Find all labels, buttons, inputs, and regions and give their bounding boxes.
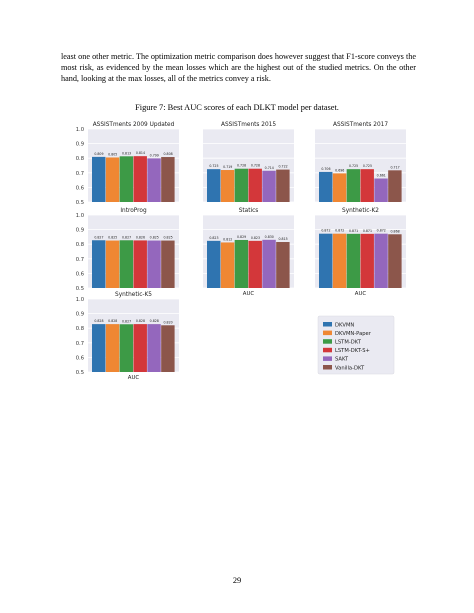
panel-title: Synthetic-K5 xyxy=(115,292,152,298)
bar-value-label: 0.714 xyxy=(264,165,274,170)
bar-value-label: 0.719 xyxy=(223,165,233,170)
y-tick-label: 0.6 xyxy=(75,185,84,192)
bar xyxy=(347,169,360,202)
bar xyxy=(249,169,262,202)
y-tick-label: 0.7 xyxy=(75,340,84,347)
bar-value-label: 0.828 xyxy=(149,319,159,324)
panel-title: Statics xyxy=(238,208,259,214)
bar-value-label: 0.827 xyxy=(122,235,132,240)
bar xyxy=(262,171,275,202)
bar xyxy=(249,241,262,288)
bar xyxy=(276,170,289,202)
y-tick-label: 1.0 xyxy=(75,297,84,303)
bar-value-label: 0.828 xyxy=(108,319,118,324)
legend-label: LSTM-DKT-S+ xyxy=(335,348,370,355)
bar-value-label: 0.830 xyxy=(264,234,274,239)
bar-value-label: 0.799 xyxy=(149,153,159,158)
panel-title: ASSISTments 2017 xyxy=(332,122,389,128)
bar-value-label: 0.706 xyxy=(321,166,331,171)
legend-label: LSTM-DKT xyxy=(335,339,361,346)
y-tick-label: 0.8 xyxy=(75,156,84,163)
bar xyxy=(333,234,346,288)
bar-value-label: 0.725 xyxy=(209,164,219,169)
y-tick-label: 1.0 xyxy=(75,127,84,133)
y-tick-label: 0.9 xyxy=(75,311,84,318)
bar-value-label: 0.872 xyxy=(376,228,386,233)
bar-value-label: 0.871 xyxy=(349,228,359,233)
bar xyxy=(161,157,174,202)
bar-value-label: 0.696 xyxy=(335,168,345,173)
bar-value-label: 0.805 xyxy=(108,152,118,157)
auc-chart-grid xyxy=(60,116,430,386)
bar-value-label: 0.717 xyxy=(390,165,400,170)
y-tick-label: 0.9 xyxy=(75,141,84,148)
bar-value-label: 0.808 xyxy=(163,152,173,157)
panel-title: ASSISTments 2009 Updated xyxy=(92,122,175,128)
y-tick-label: 0.7 xyxy=(75,170,84,177)
bar xyxy=(92,324,105,372)
bar-value-label: 0.828 xyxy=(135,319,145,324)
bar xyxy=(120,156,133,202)
y-tick-label: 1.0 xyxy=(75,213,84,219)
bar-value-label: 0.815 xyxy=(278,237,288,242)
bar-value-label: 0.812 xyxy=(223,237,233,242)
bar-value-label: 0.827 xyxy=(94,235,104,240)
legend-label: DKVMN-Paper xyxy=(335,330,371,337)
bar-value-label: 0.823 xyxy=(209,235,219,240)
bar xyxy=(235,240,248,288)
bar-value-label: 0.825 xyxy=(149,235,159,240)
bar-value-label: 0.813 xyxy=(122,151,132,156)
bar xyxy=(207,169,220,202)
bar-value-label: 0.823 xyxy=(250,235,260,240)
bar xyxy=(147,324,160,372)
bar xyxy=(134,324,147,372)
bar xyxy=(207,241,220,288)
y-tick-label: 0.5 xyxy=(75,370,84,376)
bar-value-label: 0.826 xyxy=(135,235,145,240)
bar-value-label: 0.827 xyxy=(122,319,132,324)
bar xyxy=(388,170,401,202)
bar xyxy=(319,234,332,288)
bar-value-label: 0.809 xyxy=(94,151,104,156)
legend-swatch xyxy=(323,339,332,344)
bar xyxy=(106,324,119,372)
bar xyxy=(361,234,374,288)
bar xyxy=(161,241,174,288)
bar-value-label: 0.722 xyxy=(278,164,288,169)
x-axis-label: AUC xyxy=(242,291,255,297)
legend-label: SAKT xyxy=(335,356,349,363)
bar xyxy=(120,324,133,372)
panel-title: Synthetic-K2 xyxy=(342,208,379,214)
page-number: 29 xyxy=(232,576,242,585)
bar xyxy=(147,158,160,202)
y-tick-label: 0.5 xyxy=(75,286,84,292)
legend-swatch xyxy=(323,331,332,336)
bar-value-label: 0.725 xyxy=(362,164,372,169)
auc-figure xyxy=(60,116,430,386)
bar xyxy=(262,240,275,288)
bar-value-label: 0.872 xyxy=(335,228,345,233)
legend-swatch xyxy=(323,348,332,353)
bar-value-label: 0.661 xyxy=(376,173,386,178)
legend-label: Vanilla-DKT xyxy=(335,365,365,372)
bar-value-label: 0.828 xyxy=(94,319,104,324)
bar xyxy=(221,170,234,202)
y-tick-label: 0.8 xyxy=(75,242,84,249)
bar xyxy=(106,241,119,288)
panel-title: IntroProg xyxy=(120,208,147,214)
bar-value-label: 0.728 xyxy=(237,163,247,168)
y-tick-label: 0.5 xyxy=(75,200,84,206)
legend-swatch xyxy=(323,322,332,327)
bar-value-label: 0.871 xyxy=(362,228,372,233)
bar-value-label: 0.728 xyxy=(250,163,260,168)
bar-value-label: 0.829 xyxy=(237,234,247,239)
bar xyxy=(276,242,289,288)
bar-value-label: 0.872 xyxy=(321,228,331,233)
bar-value-label: 0.825 xyxy=(163,235,173,240)
bar-value-label: 0.820 xyxy=(163,320,173,325)
bar-value-label: 0.868 xyxy=(390,229,400,234)
y-tick-label: 0.6 xyxy=(75,271,84,278)
bar xyxy=(388,234,401,288)
bar xyxy=(361,169,374,202)
legend-swatch xyxy=(323,365,332,370)
bar xyxy=(106,157,119,202)
bar xyxy=(147,241,160,288)
bar xyxy=(374,234,387,288)
bar xyxy=(92,157,105,202)
bar-value-label: 0.814 xyxy=(135,151,145,156)
bar xyxy=(134,156,147,202)
y-tick-label: 0.9 xyxy=(75,227,84,234)
legend-swatch xyxy=(323,356,332,361)
figure-caption: Figure 7: Best AUC scores of each DLKT model per dataset. xyxy=(135,103,339,112)
bar xyxy=(235,169,248,202)
bar xyxy=(134,240,147,288)
bar-value-label: 0.725 xyxy=(349,164,359,169)
bar-value-label: 0.825 xyxy=(108,235,118,240)
bar xyxy=(221,242,234,288)
bar xyxy=(161,325,174,372)
panel-title: ASSISTments 2015 xyxy=(220,122,277,128)
y-tick-label: 0.8 xyxy=(75,326,84,333)
bar xyxy=(347,234,360,288)
bar xyxy=(333,173,346,202)
y-tick-label: 0.6 xyxy=(75,355,84,362)
x-axis-label: AUC xyxy=(354,291,367,297)
bar xyxy=(374,178,387,202)
y-tick-label: 0.7 xyxy=(75,256,84,263)
x-axis-label: AUC xyxy=(127,375,140,381)
bar xyxy=(92,240,105,288)
body-paragraph: least one other metric. The optimization metric comparison does however suggest that F1-score conveys the most risk, as evidenced by the mean losses which are the highest out of the studied metrics. On the other hand, looking at the max losses, all of the metrics convey a risk. xyxy=(61,52,416,84)
legend-label: DKVMN xyxy=(335,322,355,329)
bar xyxy=(120,240,133,288)
bar xyxy=(319,172,332,202)
